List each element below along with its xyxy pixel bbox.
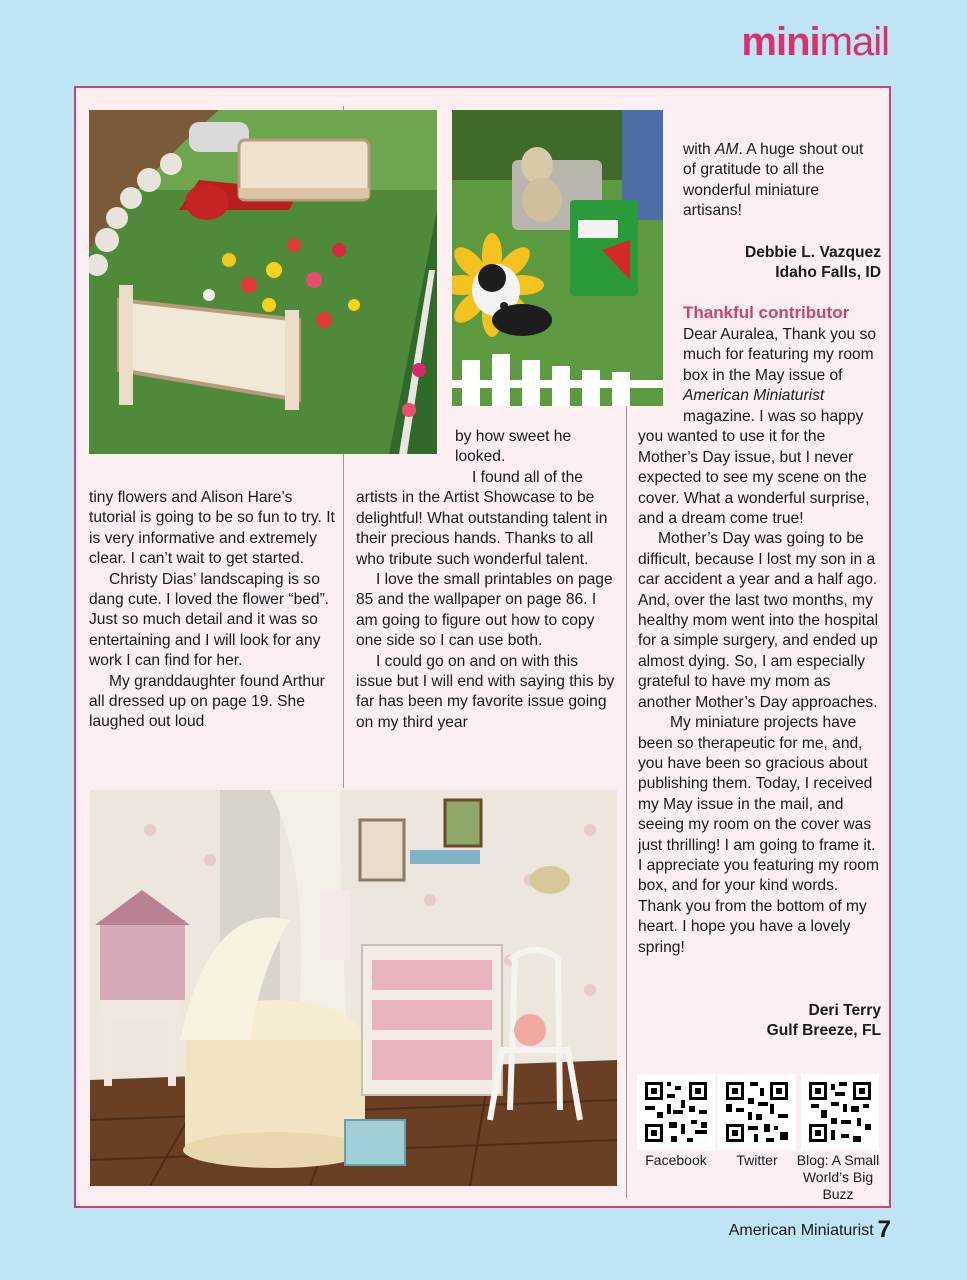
qr-caption-facebook: Facebook: [645, 1152, 707, 1168]
intro-text: with: [683, 141, 716, 158]
paragraph: magazine. I was so happy you wanted to use it for the Mother’s Day issue, but I never expected to see my scene on the cover. What a wonderful surprise, and a dream come true!: [638, 408, 870, 528]
column-3-letter-body: [638, 407, 883, 958]
intro-italic: AM: [715, 141, 739, 158]
masthead-mail: mail: [819, 20, 889, 64]
column-3-letter-top: [683, 325, 883, 407]
section-heading: Thankful contributor: [683, 303, 850, 322]
letter-italic: American Miniaturist: [683, 387, 825, 405]
paragraph: My miniature projects have been so therapeutic for me, and, you have been so gracious about publishing them. Today, I received my May issue in the mail, and seeing my room on the cover was just thrilling! I am going to frame it. I appreciate you featuring my room box, and for your kind words. Thank you from the bottom of my heart. I hope you have a lovely spring!: [638, 714, 879, 956]
page-number: 7: [877, 1216, 891, 1243]
qr-caption-twitter: Twitter: [736, 1152, 778, 1168]
signature-debbie: [745, 243, 881, 284]
nursery-room-box-photo: [90, 790, 617, 1186]
column-3-intro: [683, 140, 873, 222]
twitter-qr-code[interactable]: [718, 1074, 796, 1150]
magazine-name: American Miniaturist: [728, 1222, 874, 1239]
column-2-text: [356, 468, 616, 733]
blog-qr-code[interactable]: [801, 1074, 879, 1150]
page-footer: [729, 1216, 891, 1244]
paragraph: My granddaughter found Arthur all dressed up on page 19. She laughed out loud: [89, 672, 325, 731]
column-divider: [626, 400, 627, 1198]
signature-name: Deri Terry: [808, 1002, 881, 1019]
signature-place: Gulf Breeze, FL: [766, 1022, 881, 1040]
masthead: [741, 22, 889, 62]
paragraph: I love the small printables on page 85 and the wallpaper on page 86. I am going to figure out how to copy one side so I can use both.: [356, 571, 613, 650]
paragraph: I could go on and on with this issue but I will end with saying this by far has been my favorite issue going on my third year: [356, 652, 615, 731]
facebook-qr-code[interactable]: [637, 1074, 715, 1150]
signature-name: Debbie L. Vazquez: [744, 244, 881, 261]
column-2-top-text: [455, 427, 605, 468]
signature-deri: [767, 1001, 881, 1042]
paragraph: by how sweet he looked.: [455, 428, 572, 466]
paragraph: I found all of the artists in the Artist Showcase to be delightful! What outstanding talent in their precious hands. Thanks to all who tribute such wonderful talent.: [356, 469, 608, 568]
paragraph: tiny flowers and Alison Hare’s tutorial is going to be so fun to try. It is very informative and extremely clear. I can’t wait to get started.: [89, 489, 335, 568]
signature-place: Idaho Falls, ID: [775, 264, 881, 282]
puppy-garden-photo: [452, 110, 663, 406]
intro-text: . A huge shout out of gratitude to all the wonderful miniature artisans!: [683, 141, 864, 220]
garden-bench-photo: [89, 110, 437, 454]
letter-text: Dear Auralea, Thank you so much for featuring my room box in the May issue of: [683, 326, 877, 384]
paragraph: Mother’s Day was going to be difficult, because I lost my son in a car accident a year and a half ago. And, over the last two months, my healthy mom went into the hospital for a simple surgery, and ended up almost dying. So, I am especially grateful to have my mom as another Mother’s Day approaches.: [638, 530, 879, 711]
column-1-text: [89, 488, 337, 733]
paragraph: Christy Dias’ landscaping is so dang cute. I loved the flower “bed”. Just so much detail and it was so entertaining and I will look for any work I can find for her.: [89, 570, 330, 670]
masthead-mini: mini: [741, 20, 820, 64]
qr-caption-blog: Blog: A Small World’s Big Buzz: [796, 1152, 880, 1202]
